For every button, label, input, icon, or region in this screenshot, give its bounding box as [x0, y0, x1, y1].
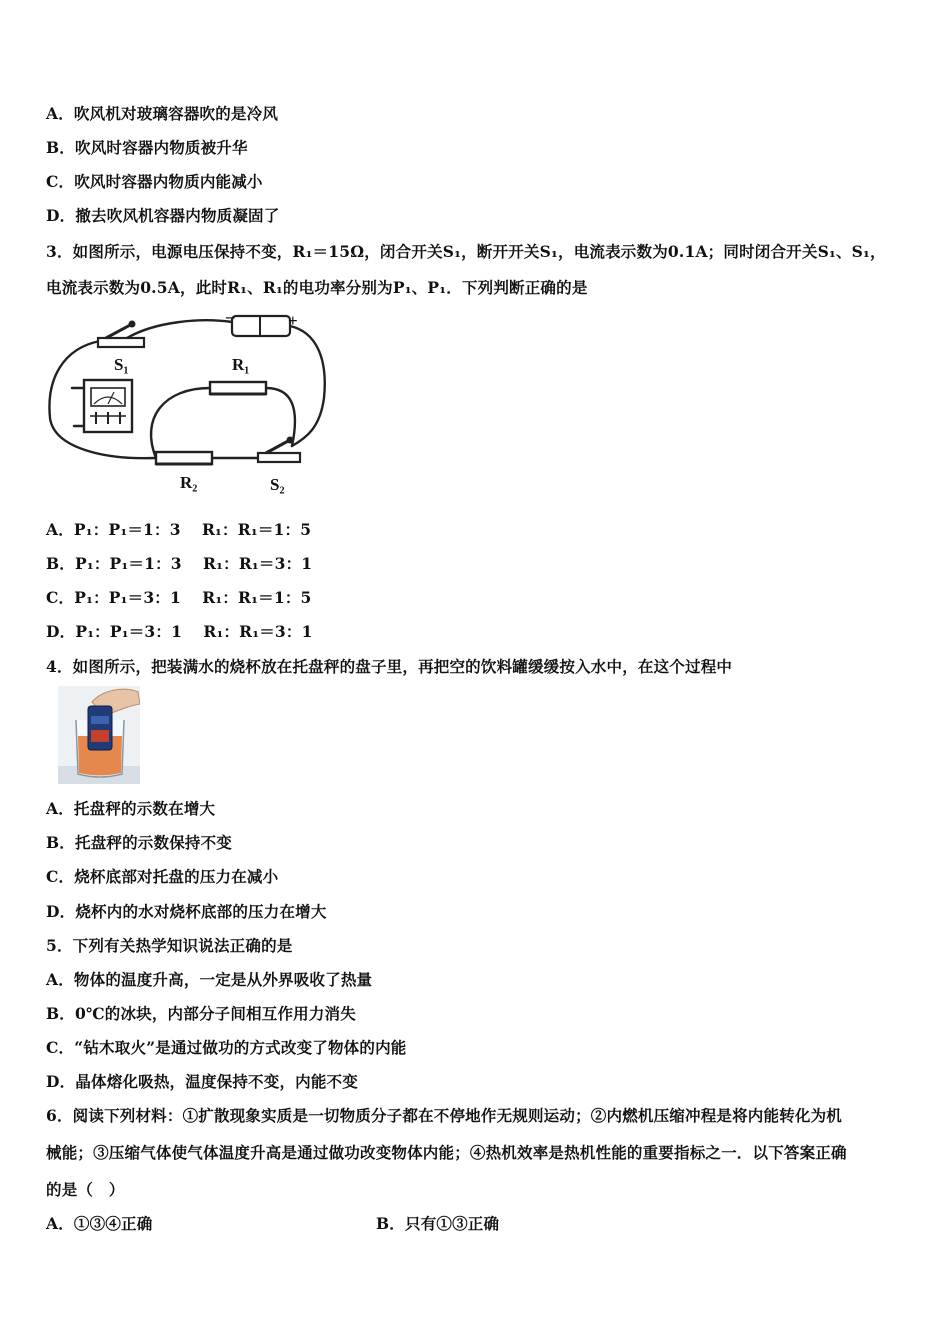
label-s2: S₂ — [270, 475, 285, 494]
q6-stem-line3: 的是（ ） — [46, 1180, 125, 1199]
q6-option-a: A．①③④正确 — [46, 1214, 153, 1233]
ammeter-icon — [84, 380, 132, 432]
battery-icon — [232, 316, 290, 336]
q5-option-c: C．“钻木取火”是通过做功的方式改变了物体的内能 — [46, 1038, 407, 1057]
q2-option-d: D．撤去吹风机容器内物质凝固了 — [46, 206, 280, 225]
q4-option-b: B．托盘秤的示数保持不变 — [46, 833, 233, 852]
resistor-r1-icon — [210, 382, 266, 394]
q3-option-c: C．P₁：P₁＝3：1 R₁：R₁＝1：5 — [46, 588, 312, 607]
q6-stem-line2: 械能；③压缩气体使气体温度升高是通过做功改变物体内能；④热机效率是热机性能的重要指标之一．以下答案正确 — [46, 1143, 847, 1162]
q5-option-d: D．晶体熔化吸热，温度保持不变，内能不变 — [46, 1072, 358, 1091]
q4-stem: 4．如图所示，把装满水的烧杯放在托盘秤的盘子里，再把空的饮料罐缓缓按入水中，在这个过程中 — [46, 657, 733, 676]
q5-stem: 5．下列有关热学知识说法正确的是 — [46, 936, 293, 955]
q2-option-a: A．吹风机对玻璃容器吹的是冷风 — [46, 104, 279, 123]
q4-option-c: C．烧杯底部对托盘的压力在减小 — [46, 867, 279, 886]
q2-option-c: C．吹风时容器内物质内能减小 — [46, 172, 263, 191]
q3-stem-line1: 3．如图所示，电源电压保持不变，R₁＝15Ω，闭合开关S₁，断开开关S₁，电流表示数为0.1A；同时闭合开关S₁、S₁， — [46, 242, 886, 261]
label-s1: S₁ — [114, 355, 129, 374]
label-minus: – — [226, 308, 235, 326]
q6-option-b: B．只有①③正确 — [376, 1214, 500, 1233]
q3-option-d: D．P₁：P₁＝3：1 R₁：R₁＝3：1 — [46, 622, 313, 641]
circuit-diagram — [44, 308, 334, 500]
label-plus: + — [288, 311, 298, 330]
beaker-photo — [58, 686, 140, 784]
label-r1: R₁ — [232, 355, 250, 374]
label-r2: R₂ — [180, 473, 198, 492]
resistor-r2-icon — [156, 452, 212, 464]
q5-option-a: A．物体的温度升高，一定是从外界吸收了热量 — [46, 970, 373, 989]
q4-option-d: D．烧杯内的水对烧杯底部的压力在增大 — [46, 902, 327, 921]
q3-option-b: B．P₁：P₁＝1：3 R₁：R₁＝3：1 — [46, 554, 313, 573]
q6-stem-line1: 6．阅读下列材料：①扩散现象实质是一切物质分子都在不停地作无规则运动；②内燃机压缩冲程是将内能转化为机 — [46, 1106, 842, 1125]
q5-option-b: B．0℃的冰块，内部分子间相互作用力消失 — [46, 1004, 356, 1023]
q2-option-b: B．吹风时容器内物质被升华 — [46, 138, 248, 157]
q3-stem-line2: 电流表示数为0.5A，此时R₁、R₁的电功率分别为P₁、P₁．下列判断正确的是 — [46, 278, 588, 297]
q3-option-a: A．P₁：P₁＝1：3 R₁：R₁＝1：5 — [46, 520, 312, 539]
q4-option-a: A．托盘秤的示数在增大 — [46, 799, 216, 818]
